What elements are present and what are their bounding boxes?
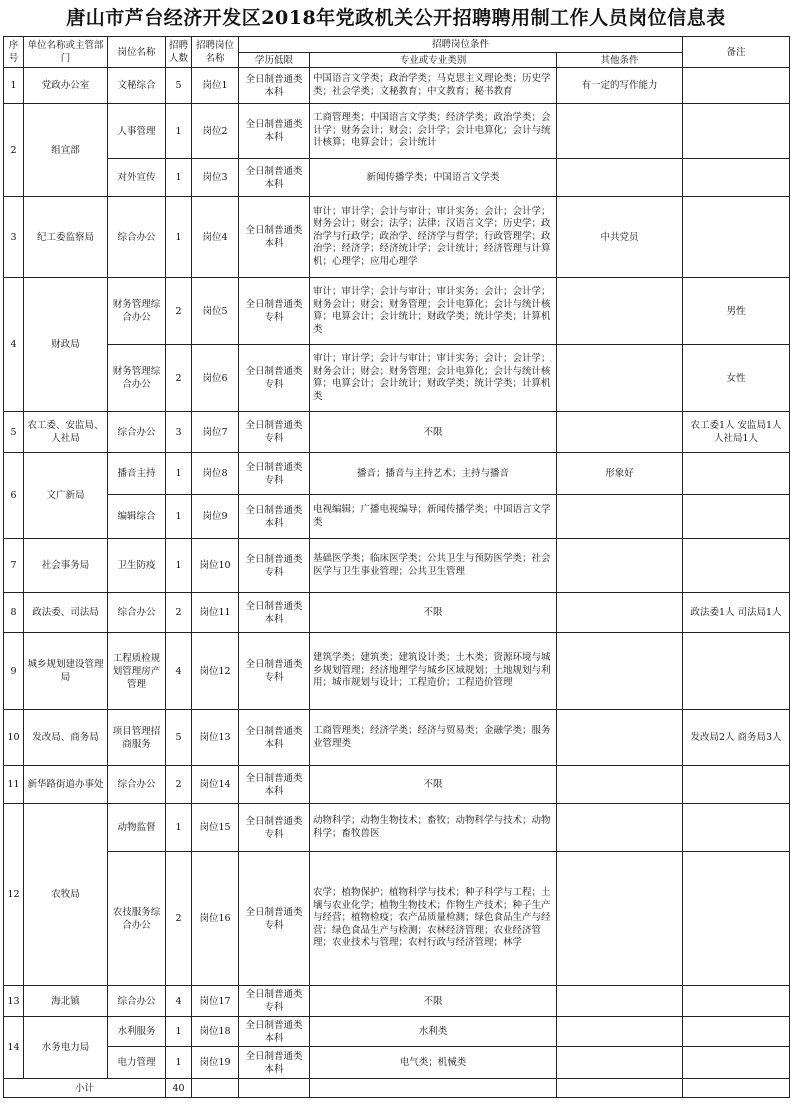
major-cell: 电视编辑；广播电视编导；新闻传播学类；中国语言文学类	[310, 495, 557, 539]
post-cell: 岗位14	[192, 766, 239, 804]
other-cell	[557, 1017, 683, 1047]
note-cell	[683, 766, 790, 804]
seq-cell: 7	[4, 539, 24, 593]
count-cell: 4	[166, 986, 192, 1017]
other-cell	[557, 804, 683, 852]
unit-cell: 组宣部	[24, 104, 108, 197]
major-cell: 工商管理类；中国语言文学类；经济学类；政治学类；会计学；财务会计；财会；会计学；会计电算化；会计与统计核算；电算会计；会计统计	[310, 104, 557, 159]
unit-cell: 农牧局	[24, 804, 108, 986]
other-cell	[557, 159, 683, 197]
other-cell	[557, 278, 683, 345]
education-cell: 全日制普通类本科	[239, 197, 310, 278]
seq-cell: 5	[4, 412, 24, 453]
count-cell: 1	[166, 539, 192, 593]
major-cell: 不限	[310, 986, 557, 1017]
position-cell: 工程质检规划管理房产管理	[108, 633, 166, 710]
table-row	[4, 766, 790, 804]
other-cell: 形象好	[557, 453, 683, 495]
other-cell: 中共党员	[557, 197, 683, 278]
note-cell	[683, 986, 790, 1017]
other-cell	[557, 633, 683, 710]
education-cell: 全日制普通类专科	[239, 633, 310, 710]
empty-cell	[310, 1079, 557, 1098]
position-cell: 财务管理综合办公	[108, 345, 166, 412]
table-body	[4, 68, 790, 1098]
post-cell: 岗位12	[192, 633, 239, 710]
header-other: 其他条件	[557, 53, 683, 68]
position-cell: 卫生防疫	[108, 539, 166, 593]
position-cell: 综合办公	[108, 412, 166, 453]
count-cell: 2	[166, 593, 192, 633]
major-cell: 动物科学；动物生物技术；畜牧；动物科学与技术；动物科学；畜牧兽医	[310, 804, 557, 852]
position-cell: 对外宣传	[108, 159, 166, 197]
seq-cell: 3	[4, 197, 24, 278]
unit-cell: 城乡规划建设管理局	[24, 633, 108, 710]
header-unit: 单位名称或主管部门	[24, 37, 108, 68]
header-count: 招聘人数	[166, 37, 192, 68]
post-cell: 岗位3	[192, 159, 239, 197]
major-cell: 工商管理类；经济学类；经济与贸易类；金融学类；服务业管理类	[310, 710, 557, 766]
other-cell	[557, 852, 683, 986]
other-cell	[557, 710, 683, 766]
header-note: 备注	[683, 37, 790, 68]
major-cell: 不限	[310, 412, 557, 453]
position-cell: 综合办公	[108, 197, 166, 278]
position-cell: 农技服务综合办公	[108, 852, 166, 986]
position-cell: 综合办公	[108, 766, 166, 804]
seq-cell: 14	[4, 1017, 24, 1079]
other-cell	[557, 495, 683, 539]
count-cell: 3	[166, 412, 192, 453]
position-cell: 编辑综合	[108, 495, 166, 539]
subtotal-row	[4, 1079, 790, 1098]
major-cell: 新闻传播学类；中国语言文学类	[310, 159, 557, 197]
count-cell: 5	[166, 710, 192, 766]
table-row	[4, 453, 790, 495]
count-cell: 1	[166, 197, 192, 278]
note-cell	[683, 68, 790, 104]
post-cell: 岗位8	[192, 453, 239, 495]
table-row	[4, 412, 790, 453]
table-row	[4, 1047, 790, 1079]
page-title: 唐山市芦台经济开发区2018年党政机关公开招聘聘用制工作人员岗位信息表	[66, 7, 726, 29]
education-cell: 全日制普通类专科	[239, 539, 310, 593]
education-cell: 全日制普通类专科	[239, 986, 310, 1017]
education-cell: 全日制普通类本科	[239, 766, 310, 804]
major-cell: 审计；审计学；会计与审计；审计实务；会计；会计学；财务会计；财会；财务管理；会计电算化；会计与统计核算；电算会计；会计统计；财政学类；统计学类；计算机类	[310, 278, 557, 345]
education-cell: 全日制普通类专科	[239, 804, 310, 852]
education-cell: 全日制普通类专科	[239, 278, 310, 345]
other-cell	[557, 986, 683, 1017]
table-row	[4, 345, 790, 412]
post-cell: 岗位2	[192, 104, 239, 159]
count-cell: 2	[166, 278, 192, 345]
header-major: 专业或专业类别	[310, 53, 557, 68]
count-cell: 4	[166, 633, 192, 710]
header-position-name: 岗位名称	[108, 37, 166, 68]
position-cell: 电力管理	[108, 1047, 166, 1079]
empty-cell	[557, 1079, 683, 1098]
major-cell: 电气类；机械类	[310, 1047, 557, 1079]
unit-cell: 党政办公室	[24, 68, 108, 104]
major-cell: 不限	[310, 766, 557, 804]
other-cell	[557, 345, 683, 412]
education-cell: 全日制普通类本科	[239, 104, 310, 159]
header-education: 学历低限	[239, 53, 310, 68]
count-cell: 1	[166, 1017, 192, 1047]
seq-cell: 13	[4, 986, 24, 1017]
post-cell: 岗位18	[192, 1017, 239, 1047]
education-cell: 全日制普通类本科	[239, 1017, 310, 1047]
table-row	[4, 197, 790, 278]
unit-cell: 社会事务局	[24, 539, 108, 593]
table-row	[4, 804, 790, 852]
positions-table	[3, 36, 790, 1098]
table-row	[4, 710, 790, 766]
seq-cell: 2	[4, 104, 24, 197]
note-cell	[683, 539, 790, 593]
table-row	[4, 495, 790, 539]
header-conditions: 招聘岗位条件	[239, 37, 683, 53]
major-cell: 审计；审计学；会计与审计；审计实务；会计；会计学；财务会计；财会；法学；法律；汉语言文学；历史学；政治学与行政学；政治学、经济学与哲学；行政管理学；政治学；经济学；经济统计学；会计统计；经济管理与计算机；心理学；应用心理学	[310, 197, 557, 278]
note-cell	[683, 804, 790, 852]
note-cell: 男性	[683, 278, 790, 345]
other-cell	[557, 766, 683, 804]
table-row	[4, 633, 790, 710]
seq-cell: 10	[4, 710, 24, 766]
major-cell: 水利类	[310, 1017, 557, 1047]
header-recruit-post: 招聘岗位名称	[192, 37, 239, 68]
empty-cell	[192, 1079, 239, 1098]
table-row	[4, 852, 790, 986]
major-cell: 农学；植物保护；植物科学与技术；种子科学与工程；土壤与农业化学；植物生物技术；作物生产技术；种子生产与经营；植物检疫；农产品质量检测；绿色食品生产与经营；绿色食品生产与检测；农林经济管理；农业经济管理；农业技术与管理；农村行政与经济管理；林学	[310, 852, 557, 986]
unit-cell: 发改局、商务局	[24, 710, 108, 766]
major-cell: 基础医学类；临床医学类；公共卫生与预防医学类；社会医学与卫生事业管理；公共卫生管理	[310, 539, 557, 593]
note-cell	[683, 197, 790, 278]
post-cell: 岗位9	[192, 495, 239, 539]
note-cell	[683, 1017, 790, 1047]
other-cell	[557, 539, 683, 593]
count-cell: 2	[166, 852, 192, 986]
major-cell: 播音；播音与主持艺术；主持与播音	[310, 453, 557, 495]
note-cell	[683, 852, 790, 986]
note-cell	[683, 159, 790, 197]
table-row	[4, 593, 790, 633]
unit-cell: 海北镇	[24, 986, 108, 1017]
seq-cell: 6	[4, 453, 24, 539]
position-cell: 项目管理招商服务	[108, 710, 166, 766]
note-cell	[683, 104, 790, 159]
position-cell: 播音主持	[108, 453, 166, 495]
education-cell: 全日制普通类本科	[239, 159, 310, 197]
position-cell: 综合办公	[108, 593, 166, 633]
position-cell: 文秘综合	[108, 68, 166, 104]
note-cell	[683, 633, 790, 710]
unit-cell: 财政局	[24, 278, 108, 412]
count-cell: 1	[166, 104, 192, 159]
seq-cell: 11	[4, 766, 24, 804]
other-cell	[557, 412, 683, 453]
education-cell: 全日制普通类本科	[239, 495, 310, 539]
unit-cell: 文广新局	[24, 453, 108, 539]
count-cell: 2	[166, 345, 192, 412]
table-row	[4, 104, 790, 159]
note-cell	[683, 495, 790, 539]
major-cell: 审计；审计学；会计与审计；审计实务；会计；会计学；财务会计；财会；财务管理；会计电算化；会计与统计核算；电算会计；会计统计；财政学类；统计学类；计算机类	[310, 345, 557, 412]
major-cell: 不限	[310, 593, 557, 633]
position-cell: 财务管理综合办公	[108, 278, 166, 345]
note-cell: 女性	[683, 345, 790, 412]
unit-cell: 水务电力局	[24, 1017, 108, 1079]
count-cell: 1	[166, 453, 192, 495]
position-cell: 综合办公	[108, 986, 166, 1017]
subtotal-label: 小计	[4, 1079, 166, 1098]
education-cell: 全日制普通类本科	[239, 1047, 310, 1079]
seq-cell: 12	[4, 804, 24, 986]
table-row	[4, 278, 790, 345]
subtotal-count: 40	[166, 1079, 192, 1098]
major-cell: 建筑学类；建筑类；建筑设计类；土木类；资源环境与城乡规划管理；经济地理学与城乡区域规划；土地规划与利用；城市规划与设计；工程造价；工程造价管理	[310, 633, 557, 710]
unit-cell: 政法委、司法局	[24, 593, 108, 633]
post-cell: 岗位19	[192, 1047, 239, 1079]
count-cell: 1	[166, 1047, 192, 1079]
unit-cell: 农工委、安监局、人社局	[24, 412, 108, 453]
post-cell: 岗位16	[192, 852, 239, 986]
post-cell: 岗位15	[192, 804, 239, 852]
post-cell: 岗位6	[192, 345, 239, 412]
other-cell	[557, 104, 683, 159]
empty-cell	[239, 1079, 310, 1098]
post-cell: 岗位10	[192, 539, 239, 593]
post-cell: 岗位1	[192, 68, 239, 104]
table-row	[4, 1017, 790, 1047]
table-row	[4, 539, 790, 593]
count-cell: 5	[166, 68, 192, 104]
table-row	[4, 986, 790, 1017]
education-cell: 全日制普通类本科	[239, 593, 310, 633]
table-row	[4, 159, 790, 197]
education-cell: 全日制普通类专科	[239, 453, 310, 495]
note-cell: 农工委1人 安监局1人 人社局1人	[683, 412, 790, 453]
note-cell	[683, 453, 790, 495]
count-cell: 2	[166, 766, 192, 804]
unit-cell: 新华路街道办事处	[24, 766, 108, 804]
education-cell: 全日制普通类本科	[239, 710, 310, 766]
note-cell: 发改局2人 商务局3人	[683, 710, 790, 766]
other-cell	[557, 1047, 683, 1079]
position-cell: 动物监督	[108, 804, 166, 852]
unit-cell: 纪工委监察局	[24, 197, 108, 278]
post-cell: 岗位7	[192, 412, 239, 453]
note-cell	[683, 1047, 790, 1079]
education-cell: 全日制普通类专科	[239, 412, 310, 453]
education-cell: 全日制普通类专科	[239, 345, 310, 412]
post-cell: 岗位13	[192, 710, 239, 766]
post-cell: 岗位11	[192, 593, 239, 633]
count-cell: 1	[166, 495, 192, 539]
empty-cell	[683, 1079, 790, 1098]
post-cell: 岗位5	[192, 278, 239, 345]
header-row	[4, 37, 790, 53]
education-cell: 全日制普通类专科	[239, 852, 310, 986]
table-row	[4, 68, 790, 104]
count-cell: 1	[166, 159, 192, 197]
post-cell: 岗位4	[192, 197, 239, 278]
seq-cell: 9	[4, 633, 24, 710]
major-cell: 中国语言文学类；政治学类；马克思主义理论类；历史学类；社会学类；文秘教育；中文教育；秘书教育	[310, 68, 557, 104]
education-cell: 全日制普通类本科	[239, 68, 310, 104]
seq-cell: 1	[4, 68, 24, 104]
header-seq: 序号	[4, 37, 24, 68]
position-cell: 水利服务	[108, 1017, 166, 1047]
other-cell	[557, 593, 683, 633]
post-cell: 岗位17	[192, 986, 239, 1017]
position-cell: 人事管理	[108, 104, 166, 159]
count-cell: 1	[166, 804, 192, 852]
other-cell: 有一定的写作能力	[557, 68, 683, 104]
note-cell: 政法委1人 司法局1人	[683, 593, 790, 633]
seq-cell: 8	[4, 593, 24, 633]
seq-cell: 4	[4, 278, 24, 412]
